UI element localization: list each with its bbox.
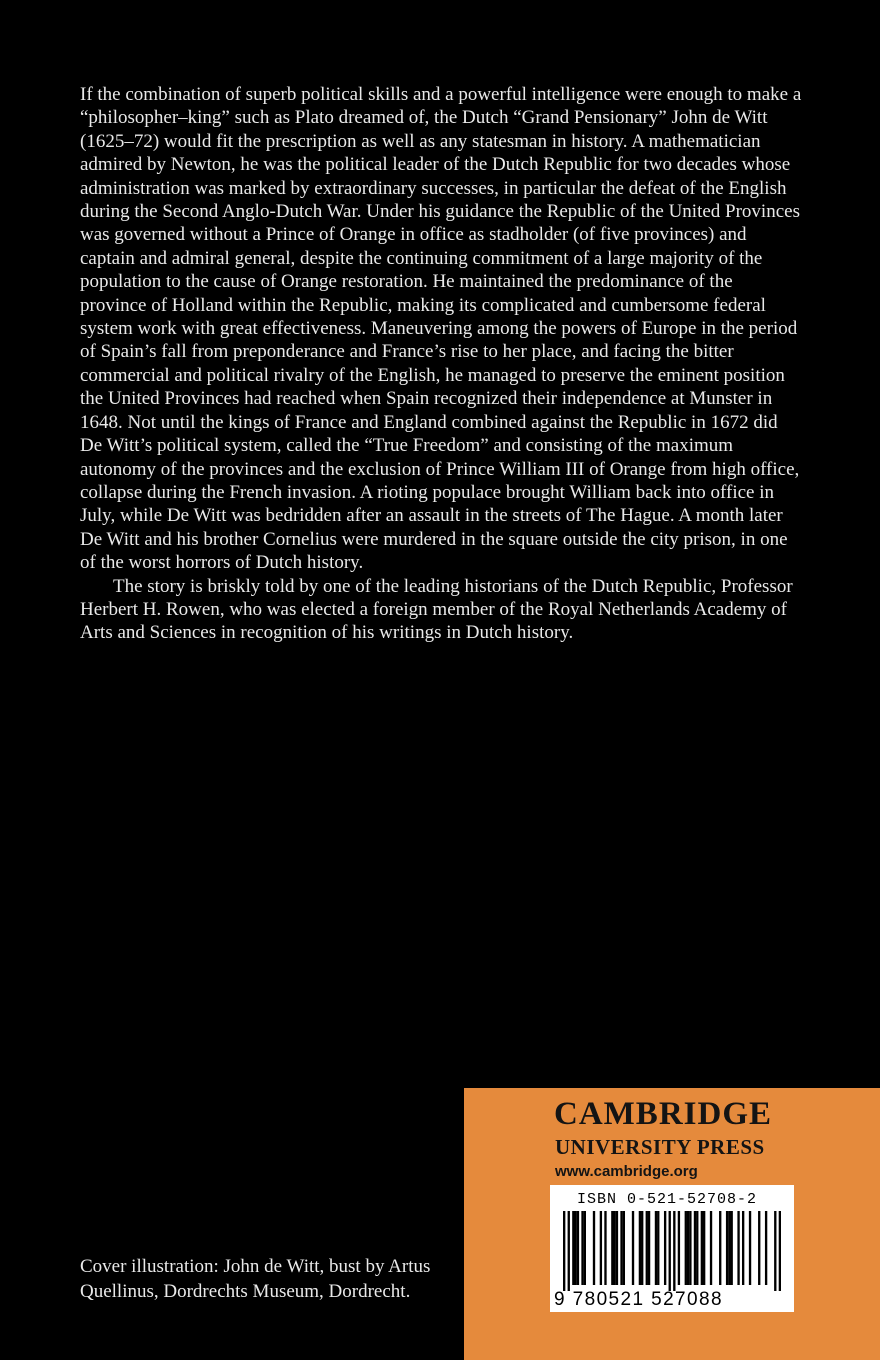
barcode-bar	[616, 1211, 618, 1285]
barcode-bar	[563, 1211, 565, 1291]
barcode-bar	[737, 1211, 739, 1285]
barcode-bar	[701, 1211, 703, 1285]
barcode-bar	[696, 1211, 698, 1285]
barcode-bar	[774, 1211, 776, 1291]
barcode-bar	[731, 1211, 733, 1285]
barcode-bar	[632, 1211, 634, 1285]
barcode-bar	[623, 1211, 625, 1285]
barcode-bar	[581, 1211, 583, 1285]
barcode-bar	[613, 1211, 615, 1285]
barcode-bar	[765, 1211, 767, 1285]
blurb-paragraph-1: If the combination of superb political skills and a powerful intelligence were enough to make a “philosopher–king” such as Plato dreamed of, the Dutch “Grand Pensionary” John de Witt (1625–72) would fit the prescription as well as any statesman in history. A mathematician admired by Newton, he was the political leader of the Dutch Republic for two decades whose administration was marked by extraordinary successes, in particular the defeat of the English during the Second Anglo-Dutch War. Under his guidance the Republic of the United Provinces was governed without a Prince of Orange in office as stadholder (of five provinces) and captain and admiral general, despite the continuing commitment of a large majority of the population to the cause of Orange restoration. He maintained the predominance of the province of Holland within the Republic, making its complicated and cumbersome federal system work with great effectiveness. Maneuvering among the powers of Europe in the period of Spain’s fall from preponderance and France’s rise to her place, and facing the bitter commercial and political rivalry of the English, he managed to preserve the eminent position the United Provinces had reached when Spain recognized their independence at Munster in 1648. Not until the kings of France and England combined against the Republic in 1672 did De Witt’s political system, called the “True Freedom” and consisting of the maximum autonomy of the provinces and the exclusion of Prince William III of Orange from high office, collapse during the French invasion. A rioting populace brought William back into office in July, while De Witt was bedridden after an assault in the streets of The Hague. A month later De Witt and his brother Cornelius were murdered in the square outside the city prison, in one of the worst horrors of Dutch history.	[80, 84, 802, 574]
publisher-name: CAMBRIDGE	[554, 1096, 773, 1132]
barcode-digits: 9 780521 527088	[554, 1289, 723, 1310]
barcode-bar	[742, 1211, 744, 1285]
barcode-bar	[641, 1211, 643, 1285]
barcode-bar	[728, 1211, 730, 1285]
barcode-bar	[620, 1211, 622, 1285]
cover-illustration-caption: Cover illustration: John de Witt, bust by Artus Quellinus, Dordrechts Museum, Dordrecht.	[80, 1256, 431, 1302]
barcode-bar	[584, 1211, 586, 1285]
barcode-bar	[604, 1211, 606, 1285]
barcode-bar	[655, 1211, 657, 1285]
barcode-bar	[779, 1211, 781, 1291]
barcode-bar	[646, 1211, 648, 1285]
barcode-box	[550, 1185, 794, 1312]
blurb-paragraph-2: The story is briskly told by one of the leading historians of the Dutch Republic, Professor Herbert H. Rowen, who was elected a foreign member of the Royal Netherlands Academy of Arts and Sciences in recognition of his writings in Dutch history.	[80, 575, 793, 644]
isbn-label: ISBN 0-521-52708-2	[577, 1191, 758, 1208]
barcode-bar	[694, 1211, 696, 1285]
barcode-bar	[710, 1211, 712, 1285]
barcode-bar	[703, 1211, 705, 1285]
barcode-bar	[749, 1211, 751, 1285]
publisher-url: www.cambridge.org	[555, 1163, 698, 1180]
barcode-bars	[563, 1211, 781, 1291]
barcode-bar	[572, 1211, 574, 1285]
barcode-bar	[689, 1211, 691, 1285]
barcode-bar	[685, 1211, 687, 1285]
barcode-bar	[639, 1211, 641, 1285]
publisher-panel	[464, 1088, 880, 1360]
back-cover-blurb	[80, 83, 802, 645]
barcode-bar	[758, 1211, 760, 1285]
barcode-bar	[593, 1211, 595, 1285]
barcode-bar	[669, 1211, 671, 1291]
barcode-bar	[687, 1211, 689, 1285]
barcode-bar	[678, 1211, 680, 1285]
barcode-bar	[673, 1211, 675, 1291]
barcode-bar	[657, 1211, 659, 1285]
barcode-bar	[574, 1211, 576, 1285]
publisher-subtitle: UNIVERSITY PRESS	[555, 1135, 765, 1159]
barcode-bar	[726, 1211, 728, 1285]
barcode-bar	[611, 1211, 613, 1285]
barcode-bar	[577, 1211, 579, 1285]
barcode-bar	[719, 1211, 721, 1285]
barcode-bar	[664, 1211, 666, 1285]
barcode-bar	[600, 1211, 602, 1285]
barcode-bar	[568, 1211, 570, 1291]
barcode-bar	[648, 1211, 650, 1285]
